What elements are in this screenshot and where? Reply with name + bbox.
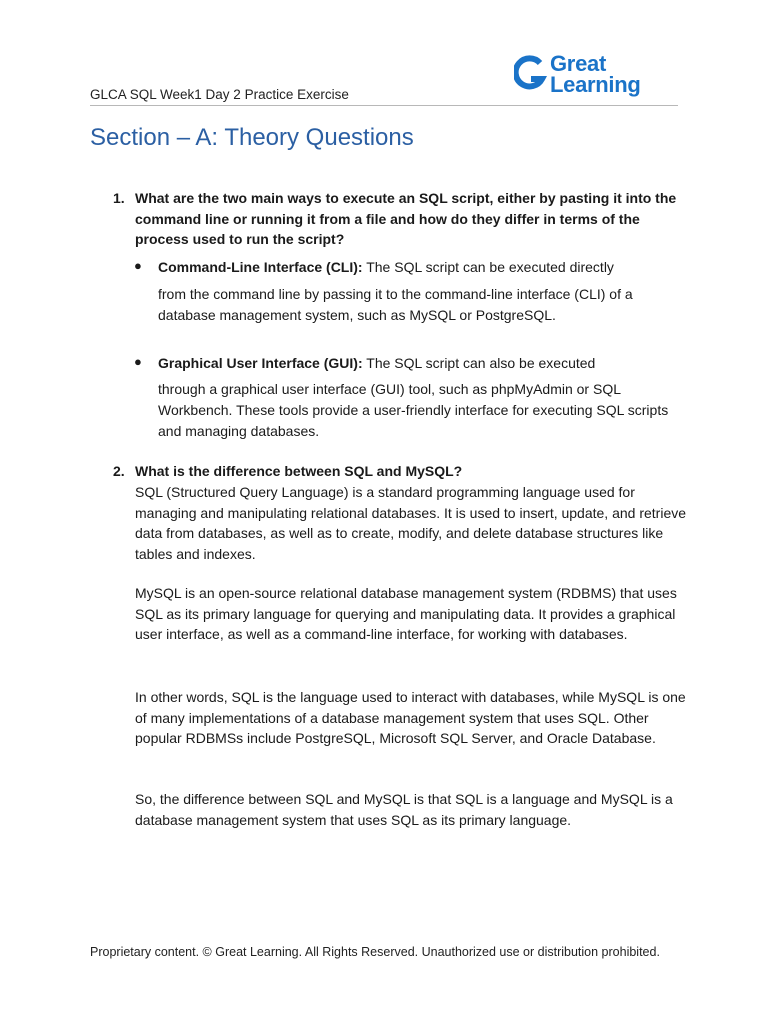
bullet-cli-continuation: from the command line by passing it to the command-line interface (CLI) of a database management system, such as MySQL or PostgreSQL. [158, 286, 633, 323]
logo-word-learning: Learning [550, 72, 641, 97]
bullet-gui-label: Graphical User Interface (GUI): [158, 355, 363, 371]
question-2-text: What is the difference between SQL and MySQL? [135, 463, 463, 479]
answer-paragraph: SQL (Structured Query Language) is a standard programming language used for managing and manipulating relational databases. It is used to insert, update, and retrieve data from databases, as well as to create, modify, and delete database structures like tables and indexes. [135, 484, 687, 562]
answer-paragraph: In other words, SQL is the language used to interact with databases, while MySQL is one of many implementations of a database management system that uses SQL. Other popular RDBMSs include PostgreSQL, Microsoft SQL Server, and Oracle Database. [135, 689, 686, 747]
bullet-cli-label: Command-Line Interface (CLI): [158, 259, 363, 275]
great-learning-logo [514, 53, 654, 99]
bullet-cli-first-line [158, 257, 688, 277]
bullet-cli-first-text: The SQL script can be executed directly [366, 259, 614, 275]
header-divider [90, 105, 678, 106]
bullet-icon: ● [134, 354, 142, 369]
document-header-title: GLCA SQL Week1 Day 2 Practice Exercise [90, 87, 349, 102]
bullet-gui-continuation: through a graphical user interface (GUI) tool, such as phpMyAdmin or SQL Workbench. These tools provide a user-friendly interface for executing SQL scripts and managing databases. [158, 381, 669, 439]
page-footer: Proprietary content. © Great Learning. All Rights Reserved. Unauthorized use or distribution prohibited. [90, 945, 660, 959]
question-2-number: 2. [113, 463, 125, 479]
question-1-number: 1. [113, 190, 125, 206]
answer-paragraph: So, the difference between SQL and MySQL is that SQL is a language and MySQL is a database management system that uses SQL as its primary language. [135, 791, 673, 828]
logo-wordmark [550, 53, 641, 95]
bullet-gui-first-line [158, 353, 688, 373]
section-title: Section – A: Theory Questions [90, 124, 414, 151]
logo-word-great: Great [550, 51, 606, 76]
bullet-icon: ● [134, 258, 142, 273]
question-1-text: What are the two main ways to execute an SQL script, either by pasting it into the command line or running it from a file and how do they differ in terms of the process used to run the script? [135, 190, 677, 247]
bullet-gui-first-text: The SQL script can also be executed [366, 355, 596, 371]
answer-paragraph: MySQL is an open-source relational database management system (RDBMS) that uses SQL as its primary language for querying and manipulating data. It provides a graphical user interface, as well as a command-line interface, for working with databases. [135, 585, 677, 643]
great-learning-g-icon [514, 55, 548, 97]
